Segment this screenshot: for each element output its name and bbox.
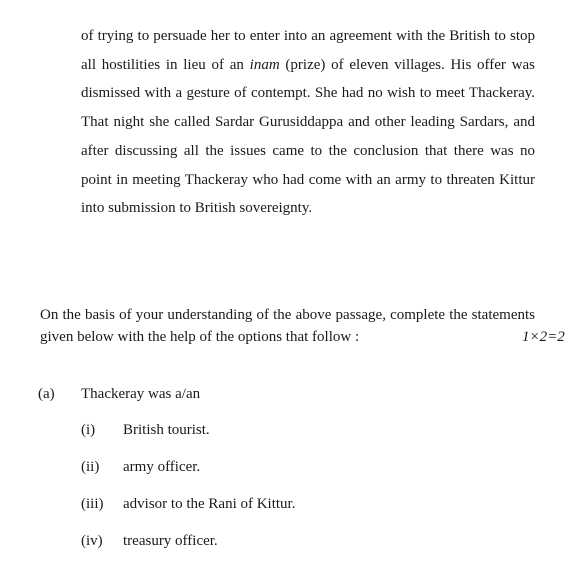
option-number: (i) bbox=[81, 422, 96, 438]
option-text: treasury officer. bbox=[123, 533, 218, 549]
option-number: (iii) bbox=[81, 496, 104, 512]
option-number: (ii) bbox=[81, 459, 100, 475]
passage-text-end: (prize) of eleven villages. His offer was dismissed with a gesture of contempt. She had no wish to meet Thackeray. That night she called Sardar Gurusiddappa and other leading Sardars, and after discussing all the issues came to the conclusion that there was no point in meeting Thackeray who had come with an army to threaten Kittur into submission to British sovereignty. bbox=[81, 56, 535, 217]
option-text: British tourist. bbox=[123, 422, 210, 438]
passage-text-start: of trying to persuade her to enter into an agreement with the British to stop all hostilities in lieu of an bbox=[81, 28, 535, 73]
question-stem: Thackeray was a/an bbox=[81, 386, 201, 402]
passage-paragraph bbox=[81, 22, 535, 223]
question-label: (a) bbox=[38, 386, 55, 402]
option-text: army officer. bbox=[123, 459, 201, 475]
option-text: advisor to the Rani of Kittur. bbox=[123, 496, 296, 512]
question-instruction: On the basis of your understanding of the above passage, complete the statements given below with the help of the options that follow : bbox=[40, 307, 535, 345]
passage-term-inam: inam bbox=[249, 56, 280, 73]
marks-allocation: 1×2=2 bbox=[522, 329, 565, 345]
option-number: (iv) bbox=[81, 533, 103, 549]
